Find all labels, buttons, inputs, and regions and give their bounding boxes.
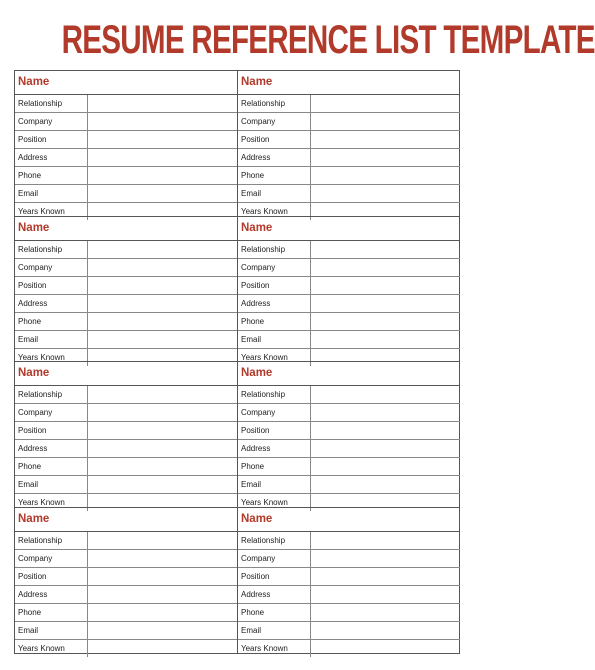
- field-value-box[interactable]: [87, 404, 237, 421]
- field-label: Years Known: [241, 643, 288, 653]
- field-value-box[interactable]: [87, 149, 237, 166]
- field-value-box[interactable]: [310, 440, 460, 457]
- field-row: [15, 313, 237, 331]
- field-label: Position: [241, 280, 270, 290]
- field-value-box[interactable]: [310, 458, 460, 475]
- reference-block: [237, 217, 460, 362]
- field-row: [238, 331, 460, 349]
- field-value-box[interactable]: [310, 185, 460, 202]
- field-row: [238, 113, 460, 131]
- field-value-box[interactable]: [87, 422, 237, 439]
- field-row: [238, 622, 460, 640]
- field-row: [238, 640, 460, 657]
- field-row: [238, 295, 460, 313]
- field-label: Email: [241, 625, 262, 635]
- field-value-box[interactable]: [310, 241, 460, 258]
- field-label: Phone: [18, 607, 42, 617]
- field-label: Relationship: [241, 390, 286, 399]
- field-row: [15, 568, 237, 586]
- reference-block: [15, 508, 237, 653]
- field-value-box[interactable]: [87, 95, 237, 112]
- field-row: [15, 532, 237, 550]
- field-label: Relationship: [241, 535, 286, 545]
- field-row: [238, 604, 460, 622]
- field-value-box[interactable]: [87, 640, 237, 657]
- field-label: Company: [241, 553, 276, 563]
- field-label: Relationship: [18, 244, 63, 254]
- field-label: Email: [241, 480, 262, 489]
- field-row: [15, 640, 237, 657]
- field-row: [238, 532, 460, 550]
- field-value-box[interactable]: [310, 149, 460, 166]
- field-value-box[interactable]: [87, 476, 237, 493]
- field-row: [238, 313, 460, 331]
- field-label: Phone: [241, 171, 265, 180]
- section-divider: [15, 507, 459, 508]
- field-label: Email: [241, 334, 262, 344]
- field-value-box[interactable]: [310, 622, 460, 639]
- field-value-box[interactable]: [310, 331, 460, 348]
- field-value-box[interactable]: [310, 404, 460, 421]
- reference-block: [237, 71, 460, 216]
- field-value-box[interactable]: [310, 568, 460, 585]
- field-row: [238, 568, 460, 586]
- field-row: [238, 131, 460, 149]
- field-row: [15, 458, 237, 476]
- field-label: Years Known: [18, 352, 65, 362]
- reference-name-label: Name: [238, 217, 460, 241]
- field-row: [238, 185, 460, 203]
- field-label: Years Known: [18, 498, 65, 507]
- field-row: [15, 622, 237, 640]
- field-value-box[interactable]: [87, 241, 237, 258]
- field-row: [15, 241, 237, 259]
- field-label: Address: [241, 444, 271, 453]
- field-label: Address: [18, 444, 48, 453]
- field-row: [15, 386, 237, 404]
- section-divider: [15, 216, 459, 217]
- field-value-box[interactable]: [310, 277, 460, 294]
- reference-block: [15, 217, 237, 362]
- field-row: [15, 440, 237, 458]
- field-label: Relationship: [241, 244, 286, 254]
- reference-name-label: Name: [238, 508, 460, 532]
- field-row: [15, 167, 237, 185]
- reference-name-label: Name: [238, 71, 460, 95]
- field-value-box[interactable]: [310, 586, 460, 603]
- page-title: RESUME REFERENCE LIST TEMPLATE: [61, 18, 595, 62]
- field-value-box[interactable]: [310, 113, 460, 130]
- field-row: [238, 404, 460, 422]
- field-label: Address: [241, 298, 271, 308]
- field-label: Address: [241, 589, 271, 599]
- field-row: [15, 550, 237, 568]
- field-value-box[interactable]: [87, 458, 237, 475]
- field-value-box[interactable]: [310, 313, 460, 330]
- field-value-box[interactable]: [310, 532, 460, 549]
- field-label: Phone: [241, 607, 265, 617]
- field-label: Position: [241, 135, 270, 144]
- field-label: Address: [18, 298, 48, 308]
- field-value-box[interactable]: [87, 604, 237, 621]
- field-label: Email: [18, 480, 39, 489]
- field-value-box[interactable]: [310, 422, 460, 439]
- field-value-box[interactable]: [310, 550, 460, 567]
- field-value-box[interactable]: [310, 259, 460, 276]
- field-label: Phone: [241, 316, 265, 326]
- reference-name-label: Name: [15, 508, 237, 532]
- field-row: [238, 476, 460, 494]
- field-label: Years Known: [241, 498, 288, 507]
- field-label: Relationship: [18, 99, 63, 108]
- field-label: Phone: [18, 171, 42, 180]
- field-label: Address: [241, 153, 271, 162]
- field-value-box[interactable]: [310, 295, 460, 312]
- reference-block: [15, 71, 237, 216]
- field-row: [238, 277, 460, 295]
- field-label: Position: [18, 280, 47, 290]
- reference-block: [15, 362, 237, 507]
- field-label: Relationship: [18, 390, 63, 399]
- field-row: [15, 185, 237, 203]
- field-label: Phone: [241, 462, 265, 471]
- field-value-box[interactable]: [87, 259, 237, 276]
- field-label: Position: [18, 571, 47, 581]
- field-row: [238, 422, 460, 440]
- field-value-box[interactable]: [310, 604, 460, 621]
- field-value-box[interactable]: [87, 586, 237, 603]
- field-label: Company: [18, 262, 53, 272]
- field-label: Company: [241, 262, 276, 272]
- field-value-box[interactable]: [310, 386, 460, 403]
- field-value-box[interactable]: [87, 568, 237, 585]
- field-value-box[interactable]: [87, 131, 237, 148]
- field-row: [238, 149, 460, 167]
- field-value-box[interactable]: [310, 95, 460, 112]
- field-value-box[interactable]: [310, 131, 460, 148]
- field-value-box[interactable]: [87, 622, 237, 639]
- field-row: [15, 404, 237, 422]
- field-label: Phone: [18, 316, 42, 326]
- field-row: [238, 586, 460, 604]
- section-divider: [15, 361, 459, 362]
- field-row: [15, 331, 237, 349]
- field-value-box[interactable]: [310, 640, 460, 657]
- field-row: [15, 604, 237, 622]
- reference-name-label: Name: [15, 362, 237, 386]
- field-row: [15, 95, 237, 113]
- field-label: Company: [18, 553, 53, 563]
- field-row: [15, 422, 237, 440]
- field-label: Company: [18, 117, 53, 126]
- field-row: [15, 277, 237, 295]
- reference-block: [237, 362, 460, 507]
- field-row: [15, 113, 237, 131]
- field-label: Position: [241, 426, 270, 435]
- field-value-box[interactable]: [87, 277, 237, 294]
- field-value-box[interactable]: [87, 113, 237, 130]
- field-value-box[interactable]: [87, 386, 237, 403]
- field-label: Relationship: [18, 535, 63, 545]
- field-label: Company: [241, 117, 276, 126]
- reference-block: [237, 508, 460, 653]
- field-row: [238, 440, 460, 458]
- field-label: Email: [241, 189, 262, 198]
- reference-name-label: Name: [15, 217, 237, 241]
- field-value-box[interactable]: [87, 550, 237, 567]
- field-label: Years Known: [18, 207, 65, 216]
- field-row: [15, 586, 237, 604]
- field-value-box[interactable]: [87, 532, 237, 549]
- reference-grid: [14, 70, 460, 654]
- field-label: Position: [18, 135, 47, 144]
- field-row: [15, 295, 237, 313]
- field-value-box[interactable]: [87, 185, 237, 202]
- field-label: Years Known: [241, 352, 288, 362]
- field-label: Position: [18, 426, 47, 435]
- field-row: [15, 149, 237, 167]
- field-value-box[interactable]: [87, 313, 237, 330]
- field-row: [15, 476, 237, 494]
- field-label: Email: [18, 334, 39, 344]
- field-value-box[interactable]: [87, 331, 237, 348]
- field-row: [15, 259, 237, 277]
- field-label: Company: [241, 408, 276, 417]
- field-value-box[interactable]: [87, 295, 237, 312]
- field-value-box[interactable]: [310, 167, 460, 184]
- field-label: Relationship: [241, 99, 286, 108]
- field-label: Email: [18, 625, 39, 635]
- reference-name-label: Name: [15, 71, 237, 95]
- field-value-box[interactable]: [87, 167, 237, 184]
- field-row: [238, 167, 460, 185]
- field-label: Company: [18, 408, 53, 417]
- field-value-box[interactable]: [310, 476, 460, 493]
- field-row: [238, 241, 460, 259]
- field-row: [238, 386, 460, 404]
- reference-name-label: Name: [238, 362, 460, 386]
- field-row: [238, 458, 460, 476]
- field-label: Email: [18, 189, 39, 198]
- field-row: [238, 550, 460, 568]
- field-label: Years Known: [241, 207, 288, 216]
- field-row: [15, 131, 237, 149]
- field-row: [238, 95, 460, 113]
- field-label: Years Known: [18, 643, 65, 653]
- field-label: Position: [241, 571, 270, 581]
- field-row: [238, 259, 460, 277]
- field-label: Address: [18, 589, 48, 599]
- field-value-box[interactable]: [87, 440, 237, 457]
- field-label: Phone: [18, 462, 42, 471]
- field-label: Address: [18, 153, 48, 162]
